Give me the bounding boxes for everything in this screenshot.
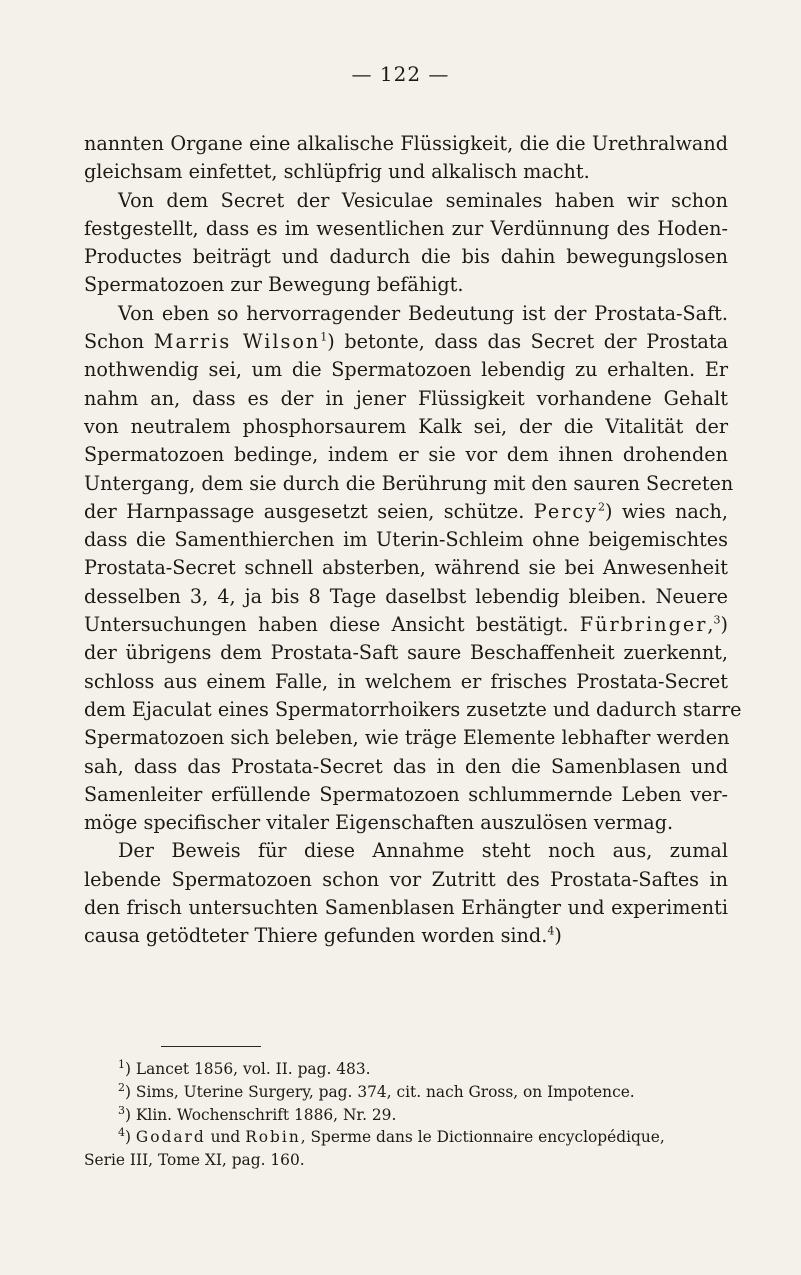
text-run: ) betonte, dass das Secret der Prostata xyxy=(327,330,729,354)
paragraph xyxy=(84,130,728,187)
text-run: Serie III, Tome XI, pag. 160. xyxy=(84,1151,305,1170)
text-line xyxy=(84,922,728,950)
text-run: schloss aus einem Falle, in welchem er frisches Prostata-Secret xyxy=(84,669,728,693)
text-run: nothwendig sei, um die Spermatozoen lebendig zu erhalten. Er xyxy=(84,358,728,382)
footnotes xyxy=(84,1058,728,1172)
text-run: ) xyxy=(125,1128,136,1147)
footnote-marker: 4 xyxy=(118,1126,125,1140)
text-run: möge specifischer vitaler Eigenschaften auszulösen vermag. xyxy=(84,811,674,835)
text-run: ) Sims, Uterine Surgery, pag. 374, cit. nach Gross, on Impotence. xyxy=(125,1082,635,1101)
paragraph xyxy=(84,300,742,838)
text-run: Untergang, dem sie durch die Berührung mit den sauren Secreten xyxy=(84,471,734,495)
text-run: causa getödteter Thiere gefunden worden sind. xyxy=(84,924,548,948)
footnote-marker: 1 xyxy=(118,1057,125,1071)
page-number: — 122 — xyxy=(351,62,450,86)
text-run: ) xyxy=(554,924,562,948)
text-run: ) xyxy=(720,613,728,637)
paragraph xyxy=(84,187,728,300)
author-name: Percy xyxy=(533,499,598,523)
text-line xyxy=(84,215,728,243)
text-run: Von dem Secret der Vesiculae seminales haben wir schon xyxy=(118,188,728,212)
footnote xyxy=(84,1081,728,1104)
text-run: , Sperme dans le Dictionnaire encyclopédique, xyxy=(300,1128,665,1147)
text-line xyxy=(84,696,742,724)
text-run: der übrigens dem Prostata-Saft saure Beschaffenheit zuerkennt, xyxy=(84,641,728,665)
text-run: nannten Organe eine alkalische Flüssigkeit, die die Urethralwand xyxy=(84,132,728,155)
text-run: Spermatozoen sich beleben, wie träge Elemente lebhafter werden xyxy=(84,726,730,750)
footnote-marker: 2 xyxy=(118,1080,125,1094)
text-line xyxy=(84,753,728,781)
author-name: Fürbringer xyxy=(579,613,708,637)
text-run: gleichsam einfettet, schlüpfrig und alkalisch macht. xyxy=(84,160,590,184)
text-run: Productes beiträgt und dadurch die bis dahin bewegungslosen xyxy=(84,245,728,269)
text-run: Prostata-Secret schnell absterben, während sie bei Anwesenheit xyxy=(84,556,728,580)
text-run: und xyxy=(205,1128,246,1147)
text-run: Samenleiter erfüllende Spermatozoen schlummernde Leben ver- xyxy=(84,782,728,806)
text-line xyxy=(84,130,728,158)
text-run: den frisch untersuchten Samenblasen Erhängter und experimenti xyxy=(84,896,728,920)
text-line xyxy=(84,243,728,271)
footnote-marker: 3 xyxy=(713,613,721,627)
text-line xyxy=(84,470,734,498)
text-line xyxy=(84,809,728,837)
text-run: nahm an, dass es der in jener Flüssigkeit vorhandene Gehalt xyxy=(84,386,728,410)
footnote-separator xyxy=(161,1046,261,1047)
text-run: dem Ejaculat eines Spermatorrhoikers zusetzte und dadurch starre xyxy=(84,697,742,721)
text-run: Spermatozoen bedinge, indem er sie vor dem ihnen drohenden xyxy=(84,443,728,467)
text-line xyxy=(84,554,728,582)
text-line xyxy=(84,498,728,526)
text-line xyxy=(84,583,728,611)
text-line xyxy=(84,356,728,384)
text-run: lebende Spermatozoen schon vor Zutritt des Prostata-Saftes in xyxy=(84,867,728,891)
text-line xyxy=(84,271,728,299)
text-run: sah, dass das Prostata-Secret das in den die Samenblasen und xyxy=(84,754,728,778)
text-line xyxy=(84,158,728,186)
text-run: Von eben so hervorragender Bedeutung ist der Prostata-Saft. xyxy=(118,301,728,325)
paragraph xyxy=(84,837,728,950)
footnote-marker: 3 xyxy=(118,1103,125,1117)
text-run: dass die Samenthierchen im Uterin-Schleim ohne beigemischtes xyxy=(84,528,728,552)
text-line xyxy=(84,894,728,922)
footnote-line xyxy=(84,1149,728,1172)
footnote-line xyxy=(84,1104,728,1127)
footnote xyxy=(84,1058,728,1081)
footnote xyxy=(84,1126,728,1172)
body-text xyxy=(84,130,742,951)
text-line xyxy=(84,187,728,215)
text-run: festgestellt, dass es im wesentlichen zur Verdünnung des Hoden- xyxy=(84,216,728,240)
text-line xyxy=(84,866,728,894)
text-line xyxy=(84,328,728,356)
text-run: Schon xyxy=(84,330,154,354)
text-run: von neutralem phosphorsaurem Kalk sei, der die Vitalität der xyxy=(84,414,728,438)
text-run: ) Lancet 1856, vol. II. pag. 483. xyxy=(125,1060,371,1078)
text-line xyxy=(84,611,728,639)
footnote xyxy=(84,1104,728,1127)
text-line xyxy=(84,668,728,696)
text-run: Spermatozoen zur Bewegung befähigt. xyxy=(84,273,464,297)
footnote-marker: 1 xyxy=(320,330,328,344)
text-line xyxy=(84,837,728,865)
author-name: Robin xyxy=(245,1128,301,1147)
footnote-line xyxy=(84,1058,728,1081)
author-name: Godard xyxy=(135,1128,206,1147)
text-run: ) Klin. Wochenschrift 1886, Nr. 29. xyxy=(125,1105,397,1124)
text-line xyxy=(84,724,728,752)
text-line xyxy=(84,300,728,328)
text-line xyxy=(84,441,728,469)
text-run: Der Beweis für diese Annahme steht noch aus, zumal xyxy=(118,839,728,863)
text-run: , xyxy=(707,613,714,637)
footnote-marker: 4 xyxy=(547,924,555,938)
text-line xyxy=(84,526,728,554)
text-line xyxy=(84,781,728,809)
text-line xyxy=(84,413,728,441)
footnote-marker: 2 xyxy=(597,500,605,514)
footnote-line xyxy=(84,1126,728,1149)
footnote-line xyxy=(84,1081,728,1104)
text-run: Untersuchungen haben diese Ansicht bestätigt. xyxy=(84,613,580,637)
text-run: der Harnpassage ausgesetzt seien, schütze. xyxy=(84,499,534,523)
text-run: ) wies nach, xyxy=(604,499,728,523)
text-line xyxy=(84,639,728,667)
text-line xyxy=(84,385,728,413)
author-name: Marris Wilson xyxy=(153,330,321,354)
text-run: desselben 3, 4, ja bis 8 Tage daselbst lebendig bleiben. Neuere xyxy=(84,584,728,608)
